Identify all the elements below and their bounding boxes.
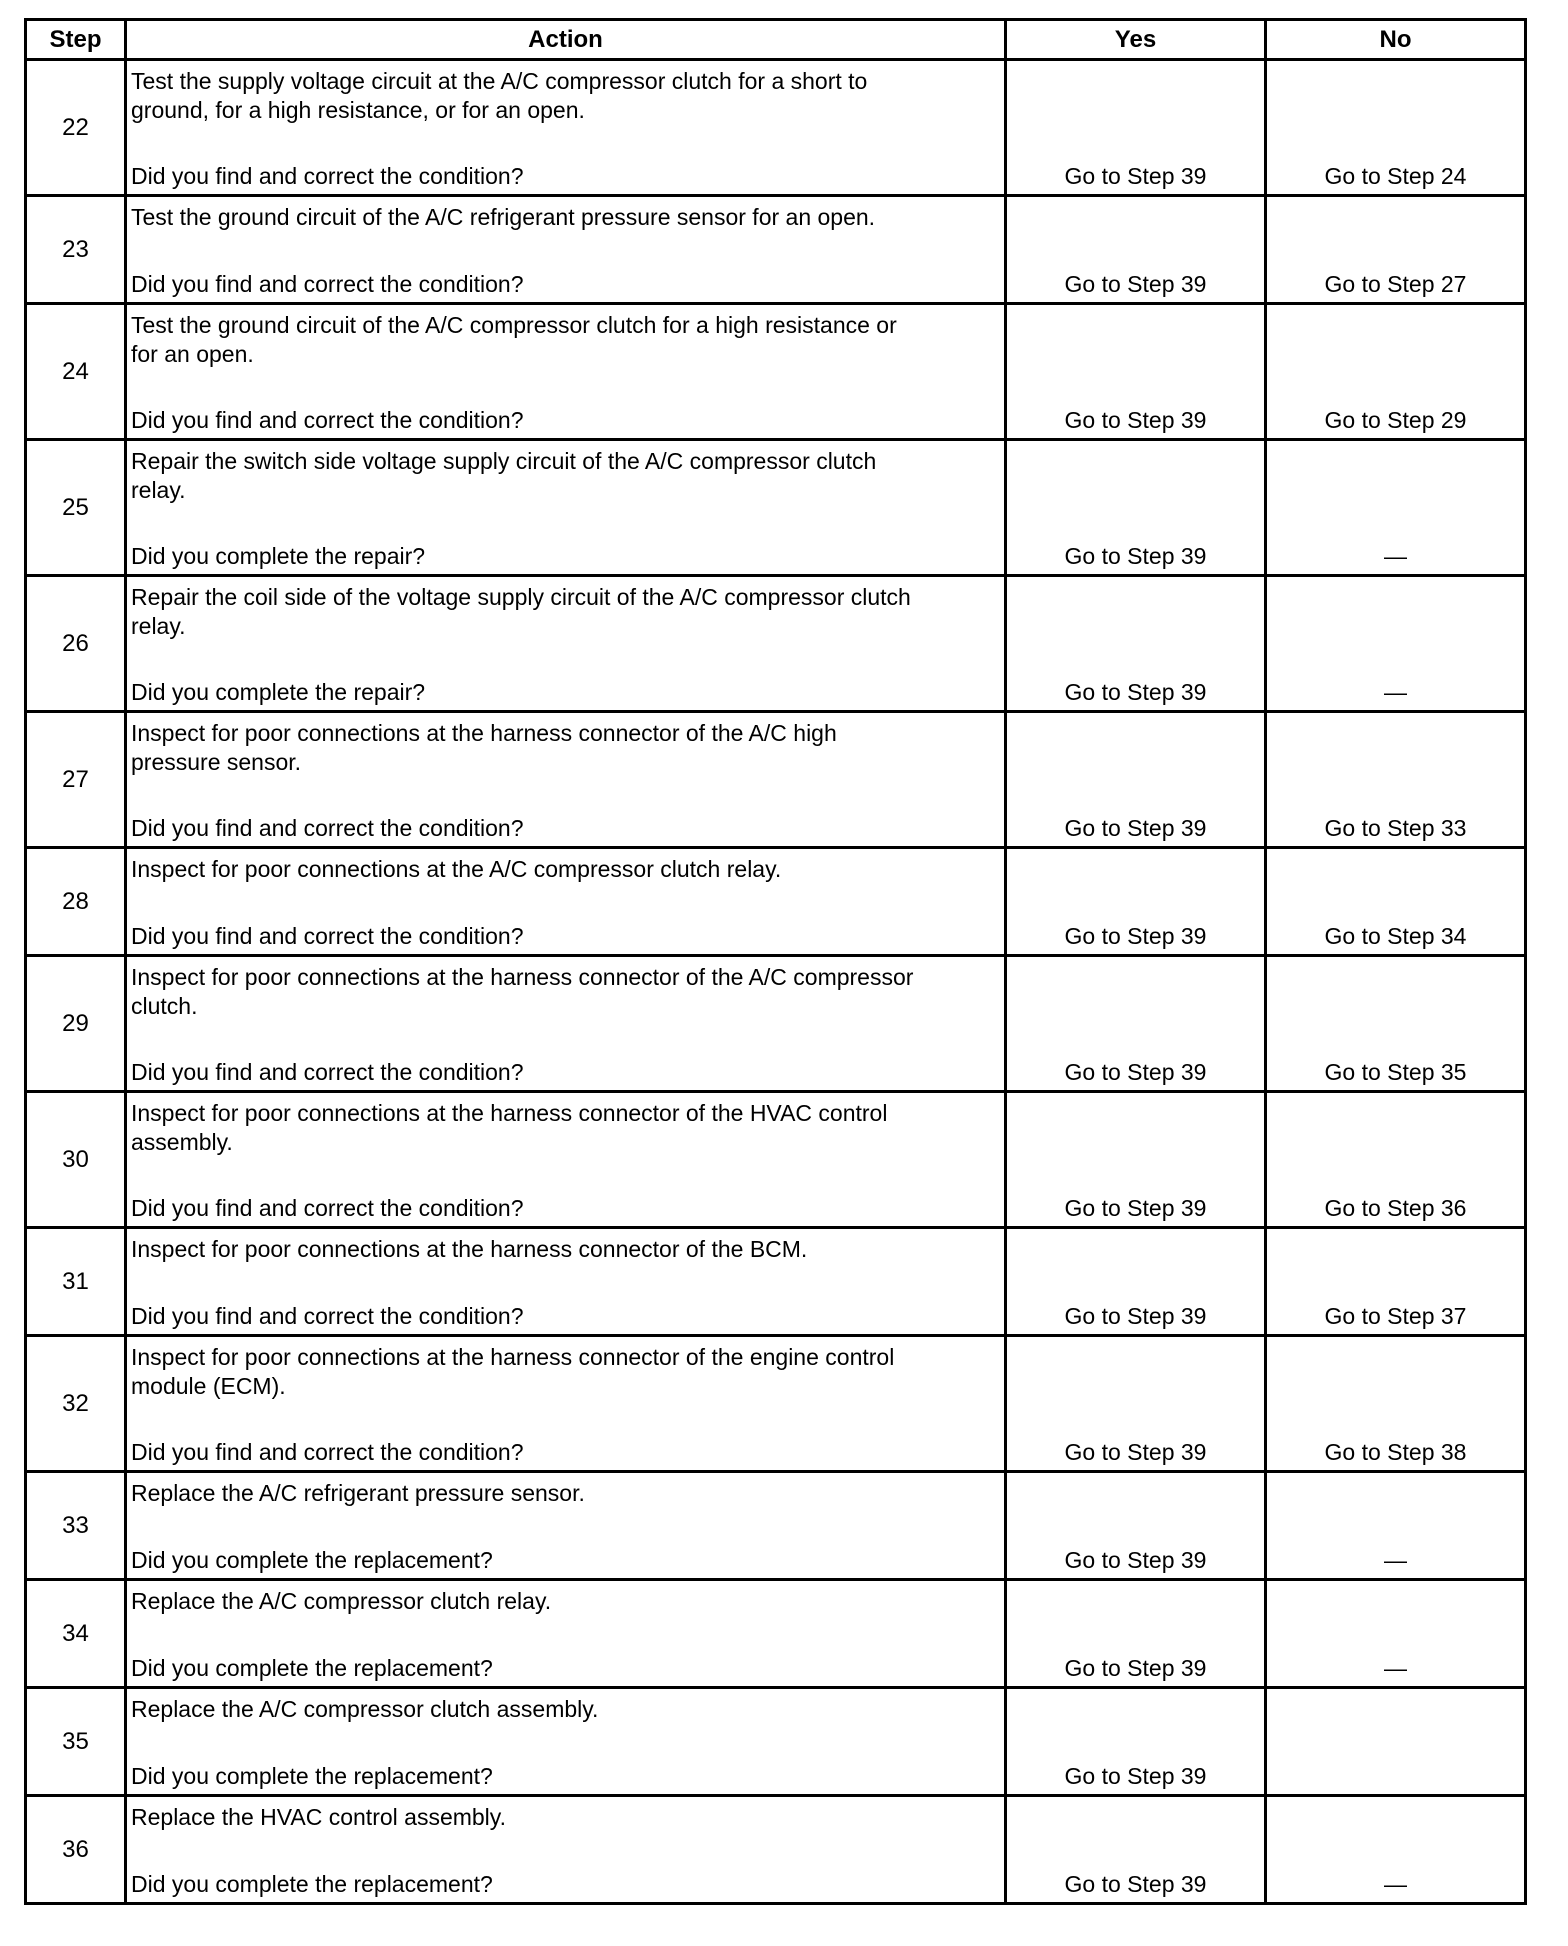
yes-result: Go to Step 39: [1006, 576, 1266, 712]
no-result: —: [1266, 440, 1526, 576]
action-text: Inspect for poor connections at the A/C compressor clutch relay.: [131, 856, 782, 882]
no-result: Go to Step 36: [1266, 1092, 1526, 1228]
action-question: Did you complete the replacement?: [131, 1871, 493, 1897]
action-text: Inspect for poor connections at the harness connector of the HVAC control assembly.: [131, 1100, 888, 1155]
step-number: 28: [26, 848, 126, 956]
no-result: Go to Step 33: [1266, 712, 1526, 848]
action-text: Inspect for poor connections at the harness connector of the engine control module (ECM).: [131, 1344, 895, 1399]
action-question: Did you find and correct the condition?: [131, 815, 524, 841]
table-row: [26, 1472, 1526, 1580]
yes-result: Go to Step 39: [1006, 712, 1266, 848]
header-row: [26, 20, 1526, 60]
action-cell: [126, 304, 1006, 440]
header-step: Step: [26, 20, 126, 60]
table-row: [26, 956, 1526, 1092]
table-row: [26, 440, 1526, 576]
no-result: Go to Step 24: [1266, 60, 1526, 196]
no-result: —: [1266, 1580, 1526, 1688]
yes-result: Go to Step 39: [1006, 1580, 1266, 1688]
action-question: Did you find and correct the condition?: [131, 923, 524, 949]
yes-result: Go to Step 39: [1006, 1472, 1266, 1580]
table-body: [26, 60, 1526, 1904]
step-number: 36: [26, 1796, 126, 1904]
header-action: Action: [126, 20, 1006, 60]
table-row: [26, 304, 1526, 440]
yes-result: Go to Step 39: [1006, 440, 1266, 576]
action-cell: [126, 1472, 1006, 1580]
yes-result: Go to Step 39: [1006, 196, 1266, 304]
step-number: 27: [26, 712, 126, 848]
table-row: [26, 848, 1526, 956]
action-question: Did you complete the replacement?: [131, 1763, 493, 1789]
action-cell: [126, 576, 1006, 712]
action-cell: [126, 1336, 1006, 1472]
step-number: 22: [26, 60, 126, 196]
no-result: Go to Step 38: [1266, 1336, 1526, 1472]
yes-result: Go to Step 39: [1006, 1796, 1266, 1904]
action-text: Replace the HVAC control assembly.: [131, 1804, 506, 1830]
action-text: Inspect for poor connections at the harness connector of the BCM.: [131, 1236, 808, 1262]
action-cell: [126, 196, 1006, 304]
yes-result: Go to Step 39: [1006, 1228, 1266, 1336]
action-question: Did you complete the repair?: [131, 679, 426, 705]
action-text: Replace the A/C refrigerant pressure sensor.: [131, 1480, 585, 1506]
no-result: Go to Step 27: [1266, 196, 1526, 304]
step-number: 23: [26, 196, 126, 304]
step-number: 31: [26, 1228, 126, 1336]
step-number: 26: [26, 576, 126, 712]
action-question: Did you complete the replacement?: [131, 1655, 493, 1681]
action-cell: [126, 1580, 1006, 1688]
action-question: Did you find and correct the condition?: [131, 1059, 524, 1085]
step-number: 25: [26, 440, 126, 576]
action-cell: [126, 1228, 1006, 1336]
no-result: —: [1266, 1796, 1526, 1904]
table-row: [26, 1796, 1526, 1904]
action-text: Repair the switch side voltage supply circuit of the A/C compressor clutch relay.: [131, 448, 877, 503]
table-row: [26, 60, 1526, 196]
action-text: Test the supply voltage circuit at the A/C compressor clutch for a short to ground, for a high resistance, or for an open.: [131, 68, 868, 123]
action-cell: [126, 60, 1006, 196]
yes-result: Go to Step 39: [1006, 60, 1266, 196]
step-number: 34: [26, 1580, 126, 1688]
action-cell: [126, 1092, 1006, 1228]
step-number: 32: [26, 1336, 126, 1472]
action-text: Test the ground circuit of the A/C compressor clutch for a high resistance or for an open.: [131, 312, 897, 367]
action-cell: [126, 712, 1006, 848]
action-question: Did you find and correct the condition?: [131, 407, 524, 433]
yes-result: Go to Step 39: [1006, 956, 1266, 1092]
table-row: [26, 1092, 1526, 1228]
action-cell: [126, 848, 1006, 956]
action-question: Did you find and correct the condition?: [131, 163, 524, 189]
table-row: [26, 1336, 1526, 1472]
action-cell: [126, 1688, 1006, 1796]
action-question: Did you find and correct the condition?: [131, 271, 524, 297]
table-row: [26, 196, 1526, 304]
action-text: Inspect for poor connections at the harness connector of the A/C high pressure sensor.: [131, 720, 837, 775]
no-result: —: [1266, 1472, 1526, 1580]
action-cell: [126, 1796, 1006, 1904]
step-number: 35: [26, 1688, 126, 1796]
table-row: [26, 576, 1526, 712]
step-number: 30: [26, 1092, 126, 1228]
action-cell: [126, 440, 1006, 576]
no-result: Go to Step 29: [1266, 304, 1526, 440]
table-row: [26, 1228, 1526, 1336]
diagnostic-table: [24, 18, 1527, 1905]
header-yes: Yes: [1006, 20, 1266, 60]
yes-result: Go to Step 39: [1006, 1092, 1266, 1228]
action-question: Did you complete the repair?: [131, 543, 426, 569]
action-question: Did you find and correct the condition?: [131, 1439, 524, 1465]
action-text: Inspect for poor connections at the harness connector of the A/C compressor clutch.: [131, 964, 914, 1019]
no-result: [1266, 1688, 1526, 1796]
step-number: 33: [26, 1472, 126, 1580]
no-result: Go to Step 37: [1266, 1228, 1526, 1336]
table-row: [26, 1580, 1526, 1688]
yes-result: Go to Step 39: [1006, 1336, 1266, 1472]
action-text: Repair the coil side of the voltage supply circuit of the A/C compressor clutch relay.: [131, 584, 911, 639]
action-question: Did you find and correct the condition?: [131, 1303, 524, 1329]
no-result: —: [1266, 576, 1526, 712]
no-result: Go to Step 34: [1266, 848, 1526, 956]
yes-result: Go to Step 39: [1006, 304, 1266, 440]
header-no: No: [1266, 20, 1526, 60]
action-question: Did you find and correct the condition?: [131, 1195, 524, 1221]
action-text: Test the ground circuit of the A/C refrigerant pressure sensor for an open.: [131, 204, 876, 230]
no-result: Go to Step 35: [1266, 956, 1526, 1092]
action-text: Replace the A/C compressor clutch assembly.: [131, 1696, 599, 1722]
yes-result: Go to Step 39: [1006, 848, 1266, 956]
table-row: [26, 712, 1526, 848]
step-number: 29: [26, 956, 126, 1092]
action-cell: [126, 956, 1006, 1092]
table-row: [26, 1688, 1526, 1796]
action-text: Replace the A/C compressor clutch relay.: [131, 1588, 552, 1614]
step-number: 24: [26, 304, 126, 440]
action-question: Did you complete the replacement?: [131, 1547, 493, 1573]
yes-result: Go to Step 39: [1006, 1688, 1266, 1796]
